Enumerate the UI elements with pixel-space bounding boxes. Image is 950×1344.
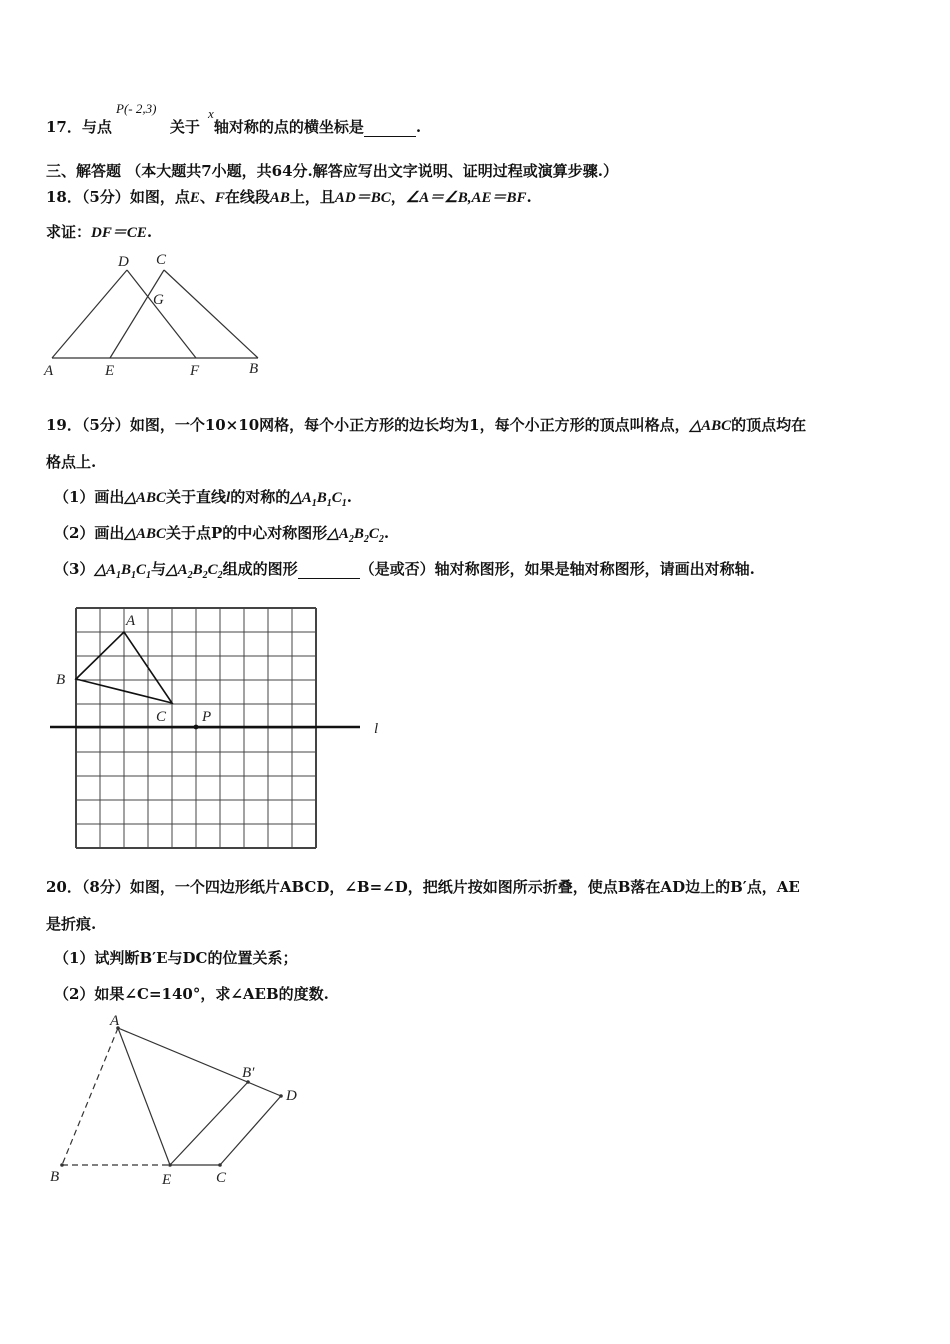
q18-text-c: 上，且: [289, 188, 335, 206]
q18-point-f: F: [214, 190, 225, 206]
question-20-line-2: 是折痕.: [46, 915, 97, 933]
q18-segment-ab: AB: [269, 190, 290, 206]
q19-sub3-prefix: （3）: [54, 560, 95, 578]
q17-axis-variable: x: [208, 106, 214, 121]
q20-label-d: D: [286, 1088, 297, 1104]
q18-sep1: 、: [199, 188, 215, 206]
q20-sub-1: （1）试判断B′E与DC的位置关系；: [54, 949, 298, 967]
q19-sub3-text-end: （是或否）轴对称图形，如果是轴对称图形，请画出对称轴.: [359, 560, 755, 578]
q18-prove-expression: DF＝CE: [91, 225, 147, 241]
q18-prove-label: 求证：: [46, 223, 92, 241]
q20-label-a: A: [110, 1013, 120, 1029]
q20-point-b: [60, 1163, 64, 1167]
q19-label-p: P: [202, 709, 212, 725]
q18-condition-2: ∠A＝∠B,AE＝BF: [405, 190, 527, 206]
q19-sub-3: [54, 558, 755, 581]
q19-label-c: C: [156, 709, 167, 725]
q18-segment-cb: [164, 270, 258, 358]
q18-label-e: E: [105, 363, 115, 379]
q20-score: （8分）: [81, 878, 130, 896]
q18-label-d: D: [118, 254, 129, 270]
q19-sub1-target-triangle: $\triangle A_1B_1C_1$: [290, 490, 347, 509]
q20-label-b-prime: B′: [242, 1065, 255, 1081]
section-3-header: 三、解答题 （本大题共7小题，共64分.解答应写出文字说明、证明过程或演算步骤.）: [46, 162, 618, 180]
q20-point-d: [279, 1094, 283, 1098]
q19-sub1-line-l: l: [226, 490, 231, 506]
q17-text-b: 关于: [169, 118, 200, 136]
q19-sub1-end: .: [346, 488, 353, 506]
q19-label-a: A: [126, 613, 136, 629]
q20-label-c: C: [216, 1170, 227, 1186]
q20-point-c: [218, 1163, 222, 1167]
q19-sub3-text: 组成的图形: [222, 560, 298, 578]
q20-label-e: E: [162, 1172, 172, 1188]
q19-grid-figure: [48, 606, 388, 846]
q19-sub-2: [54, 522, 389, 545]
q18-text-a: 如图，点: [129, 188, 190, 206]
q19-sub2-prefix: （2）画出: [54, 524, 125, 542]
q18-label-b: B: [249, 361, 259, 377]
q17-text-a: 与点: [81, 118, 112, 136]
q19-sub2-text: 关于点P的中心对称图形: [166, 524, 328, 542]
q18-score: （5分）: [81, 188, 130, 206]
q20-sub-2: （2）如果∠C=140°，求∠AEB的度数.: [54, 985, 329, 1003]
q19-sub3-answer-blank[interactable]: [298, 560, 360, 579]
q18-segment-ad: [52, 270, 127, 358]
q19-text: 如图，一个10×10网格，每个小正方形的边长均为1，每个小正方形的顶点叫格点，: [129, 416, 690, 434]
q19-sub3-triangle-2: $\triangle A_2B_2C_2$: [166, 562, 223, 581]
q19-sub-1: [54, 486, 352, 509]
q18-figure: [40, 248, 280, 378]
q17-point-expression: P(- 2,3): [116, 101, 157, 116]
q18-label-a: A: [44, 363, 54, 379]
q19-sub3-and: 与: [151, 560, 167, 578]
q20-fold-ab: [62, 1028, 118, 1165]
q18-prove-end: .: [146, 223, 153, 241]
q19-sub1-prefix: （1）画出: [54, 488, 125, 506]
q20-number: 20．: [46, 878, 82, 896]
q17-number: 17．: [46, 118, 82, 136]
q19-score: （5分）: [81, 416, 130, 434]
q20-segment-ad: [118, 1028, 281, 1096]
q19-sub2-end: .: [383, 524, 390, 542]
q17-text-c: 轴对称的点的横坐标是: [213, 118, 364, 136]
q19-sub2-triangle: △ABC: [124, 526, 166, 542]
q19-sub1-text-c: 的对称的: [230, 488, 291, 506]
q18-label-g: G: [153, 292, 164, 308]
q19-sub1-triangle: △ABC: [124, 490, 166, 506]
q19-point-p: [194, 725, 199, 730]
q20-figure: [44, 1010, 324, 1190]
q19-label-l: l: [374, 721, 379, 737]
q18-sep2: ，: [390, 188, 406, 206]
question-17: [46, 116, 421, 137]
q20-text: 如图，一个四边形纸片ABCD，∠B=∠D，把纸片按如图所示折叠，使点B落在AD边上的B′点，AE: [129, 878, 800, 896]
q20-label-b: B: [50, 1169, 60, 1185]
q19-text-end: 的顶点均在: [731, 416, 807, 434]
q19-label-b: B: [56, 672, 66, 688]
q18-point-e: E: [189, 190, 200, 206]
q18-condition-1: AD＝BC: [334, 190, 391, 206]
q18-label-f: F: [190, 363, 200, 379]
q18-prove: [46, 221, 152, 242]
question-18: [46, 186, 532, 207]
q19-sub2-target-triangle: $\triangle A_2B_2C_2$: [327, 526, 384, 545]
q20-segment-eb-prime: [170, 1082, 248, 1165]
q18-end: .: [526, 188, 532, 206]
question-19-line-1: [46, 414, 806, 435]
q19-triangle: △ABC: [689, 418, 732, 434]
q20-segment-ae: [118, 1028, 170, 1165]
q17-answer-blank[interactable]: [364, 118, 416, 137]
q19-sub3-triangle-1: $\triangle A_1B_1C_1$: [94, 562, 152, 581]
q17-end: .: [415, 118, 422, 136]
q18-label-c: C: [156, 252, 167, 268]
q20-segment-dc: [220, 1096, 281, 1165]
q20-point-e: [168, 1163, 172, 1167]
q19-sub1-text: 关于直线: [166, 488, 227, 506]
question-20-line-1: [46, 876, 800, 897]
q19-number: 19．: [46, 416, 82, 434]
question-19-line-2: 格点上.: [46, 453, 97, 471]
q18-number: 18．: [46, 188, 82, 206]
q18-text-b: 在线段: [224, 188, 270, 206]
